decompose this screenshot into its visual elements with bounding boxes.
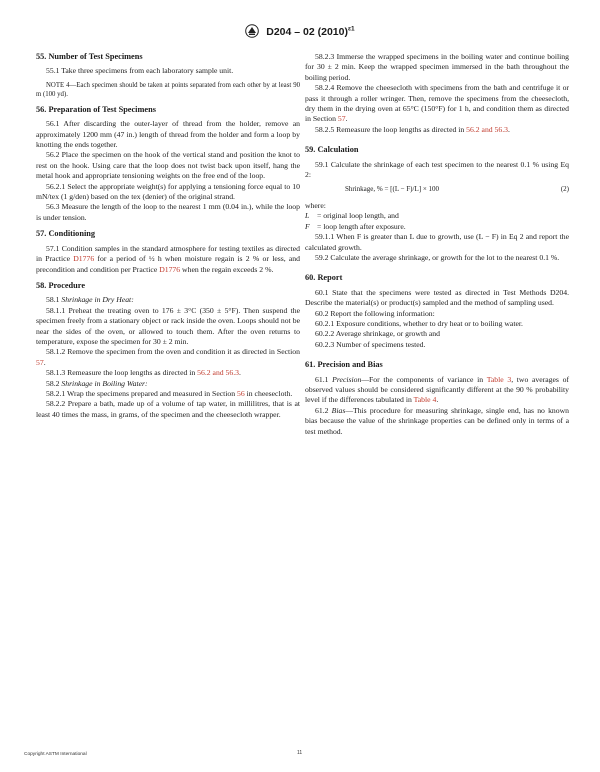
astm-logo-icon xyxy=(245,24,259,38)
para-57-1: 57.1 Condition samples in the standard atmosphere for testing textiles as directed in Practice D1776 for a period of ½ h when moisture regain is 2 % or less, and precondition and condition per Practice D1776 when the regain exceeds 2 %. xyxy=(36,243,300,274)
note-4: NOTE 4—Each specimen should be taken at points separated from each other by at least 90 m (100 yd). xyxy=(36,81,300,98)
para-60-2-1: 60.2.1 Exposure conditions, whether to dry heat or to boiling water. xyxy=(315,318,523,328)
section-56-title: 56. Preparation of Test Specimens xyxy=(36,104,156,114)
page-header xyxy=(0,24,600,38)
para-58-2-4: 58.2.4 Remove the cheesecloth with specimens from the bath and centrifuge it or pass it through a roller wringer. Then, remove the specimens from the cheesecloth, dry them in the drying oven at 65°C (150°F) for 1 h, and condition them as directed in Section 57. xyxy=(305,83,569,124)
para-60-2-3: 60.2.3 Number of specimens tested. xyxy=(315,339,426,349)
where-label: where: xyxy=(305,200,326,210)
para-58-2-1: 58.2.1 Wrap the specimens prepared and measured in Section 56 in cheesecloth. xyxy=(46,388,293,398)
para-58-2-3: 58.2.3 Immerse the wrapped specimens in the boiling water and continue boiling for 30 ± 2 min. Keep the wrapped specimen immersed in the bath throughout the boiling period. xyxy=(305,52,569,82)
section-61-title: 61. Precision and Bias xyxy=(305,360,383,370)
link-d1776-2[interactable]: D1776 xyxy=(159,264,181,274)
right-column xyxy=(305,52,569,437)
para-58-1-1: 58.1.1 Preheat the treating oven to 176 ± 3°C (350 ± 5°F). Then suspend the specimen freely from a stationary object or rack inside the oven. Loops should not be near the sides of the oven, or allowed to touch them. After the oven returns to temperature, expose the specimen for 30 ± 2 min. xyxy=(36,305,300,346)
document-designation: D204 – 02 $(2010)^{\varepsilon 1}$ xyxy=(266,25,355,38)
link-56-2-56-3[interactable]: 56.2 and 56.3 xyxy=(197,368,240,378)
copyright-footer: Copyright ASTM International xyxy=(24,752,87,757)
para-59-1-1: 59.1.1 When F is greater than L due to growth, use (L − F) in Eq 2 and report the calculated growth. xyxy=(305,232,569,252)
equation-2-body: Shrinkage, % = [(L − F)/L] × 100 xyxy=(345,185,440,194)
left-column xyxy=(36,52,300,420)
para-56-2-1: 56.2.1 Select the appropriate weight(s) for applying a tensioning force equal to 10 mN/tex (1 g/den) based on the tex (denier) of the original strand. xyxy=(36,181,300,202)
para-56-1: 56.1 After discarding the outer-layer of thread from the holder, remove an approximately 1200 mm (47 in.) length of thread from the holder and form a loop by knotting the ends together. xyxy=(36,119,300,150)
para-56-3: 56.3 Measure the length of the loop to the nearest 1 mm (0.04 in.), while the loop is under tension. xyxy=(36,202,300,222)
link-56-2-56-3-b[interactable]: 56.2 and 56.3 xyxy=(466,124,509,134)
link-table-3[interactable]: Table 3 xyxy=(486,374,512,384)
link-section-56[interactable]: 56 xyxy=(237,388,245,398)
para-58-2-2: 58.2.2 Prepare a bath, made up of a volume of tap water, in millilitres, that is at least 40 times the mass, in grams, of the specimen and the cheesecloth wrapper. xyxy=(36,399,300,419)
link-table-4[interactable]: Table 4 xyxy=(413,395,437,405)
equation-2-number: (2) xyxy=(560,185,569,194)
para-61-2: 61.2 Bias—This procedure for measuring shrinkage, single end, has no known bias because the value of the shrinkage properties can be defined only in terms of a test method. xyxy=(305,405,570,436)
para-58-1-3: 58.1.3 Remeasure the loop lengths as directed in 56.2 and 56.3. xyxy=(46,368,241,378)
para-60-2-2: 60.2.2 Average shrinkage, or growth and xyxy=(315,329,440,339)
para-58-1-2: 58.1.2 Remove the specimen from the oven and condition it as directed in Section 57. xyxy=(36,347,300,367)
para-56-2: 56.2 Place the specimen on the hook of the vertical stand and position the knot to rest on the hook. Using care that the loop does not twist back upon itself, hang the metal hook and appropriate tensioning weights on the free end of the loop. xyxy=(36,150,300,181)
para-59-1: 59.1 Calculate the shrinkage of each test specimen to the nearest 0.1 % using Eq 2: xyxy=(305,159,569,180)
link-d1776[interactable]: D1776 xyxy=(73,254,95,264)
link-section-57-b[interactable]: 57 xyxy=(337,114,346,124)
para-60-1: 60.1 State that the specimens were tested as directed in Test Methods D204. Describe the material(s) or product(s) sampled and the method of sampling used. xyxy=(305,287,569,308)
para-58-2-5: 58.2.5 Remeasure the loop lengths as directed in 56.2 and 56.3. xyxy=(315,124,510,134)
page-number: 11 xyxy=(297,750,303,756)
section-55-title: 55. Number of Test Specimens xyxy=(36,52,143,61)
section-58-title: 58. Procedure xyxy=(36,280,86,290)
definition-f: F = loop length after exposure. xyxy=(305,221,406,231)
para-61-1: 61.1 Precision—For the components of variance in Table 3, two averages of observed values should be considered significantly different at the 90 % probability level if the differences tabulated in Table 4. xyxy=(305,374,570,405)
para-55-1: 55.1 Take three specimens from each laboratory sample unit. xyxy=(46,66,234,76)
equation-2 xyxy=(305,184,569,194)
link-section-57[interactable]: 57 xyxy=(36,357,44,367)
section-60-title: 60. Report xyxy=(305,273,343,283)
section-59-title: 59. Calculation xyxy=(305,145,359,155)
para-59-2: 59.2 Calculate the average shrinkage, or growth for the lot to the nearest 0.1 %. xyxy=(315,252,560,262)
para-60-2: 60.2 Report the following information: xyxy=(315,308,435,318)
section-57-title: 57. Conditioning xyxy=(36,229,96,239)
para-58-2: 58.2 Shrinkage in Boiling Water: xyxy=(46,378,148,388)
para-58-1: 58.1 Shrinkage in Dry Heat: xyxy=(46,295,134,305)
definition-l: L = original loop length, and xyxy=(305,211,399,221)
